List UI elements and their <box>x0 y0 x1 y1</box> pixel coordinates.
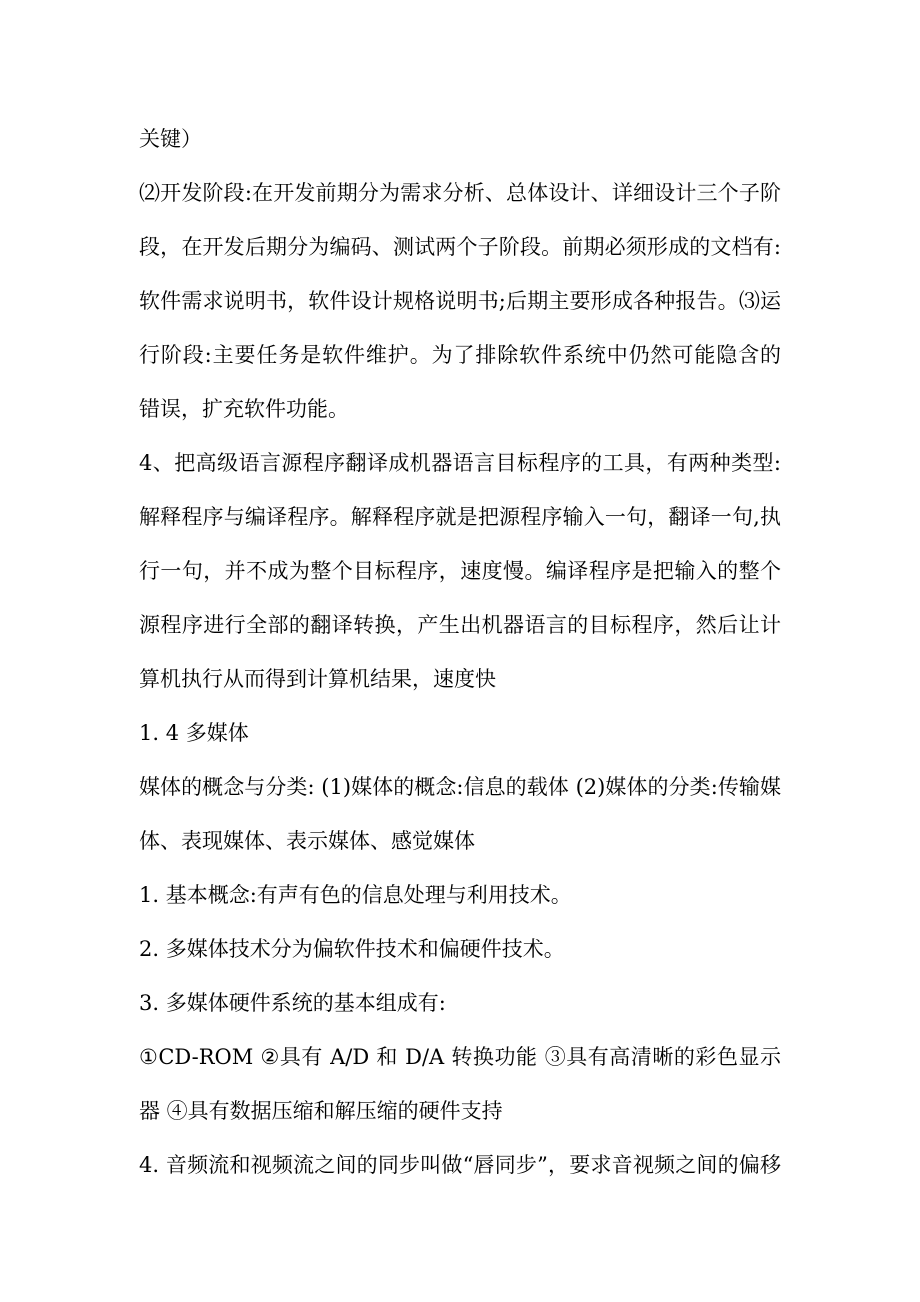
text-line: 4. 音频流和视频流之间的同步叫做“唇同步”，要求音视频之间的偏移 <box>139 1153 781 1177</box>
text-line: 软件需求说明书，软件设计规格说明书;后期主要形成各种报告。⑶运 <box>139 289 781 313</box>
text-line: 行阶段:主要任务是软件维护。为了排除软件系统中仍然可能隐含的 <box>139 343 781 367</box>
text-line: 3. 多媒体硬件系统的基本组成有: <box>139 991 446 1015</box>
text-line: 媒体的概念与分类: (1)媒体的概念:信息的载体 (2)媒体的分类:传输媒 <box>139 775 781 799</box>
section-heading: 1. 4 多媒体 <box>139 721 249 745</box>
text-line: 4、把高级语言源程序翻译成机器语言目标程序的工具，有两种类型: <box>139 451 781 475</box>
document-page <box>139 112 781 1192</box>
text-line: 解释程序与编译程序。解释程序就是把源程序输入一句，翻译一句,执 <box>139 505 781 529</box>
text-line: ⑵开发阶段:在开发前期分为需求分析、总体设计、详细设计三个子阶 <box>139 181 781 205</box>
text-line: 源程序进行全部的翻译转换，产生出机器语言的目标程序，然后让计 <box>139 613 781 637</box>
text-line: 行一句，并不成为整个目标程序，速度慢。编译程序是把输入的整个 <box>139 559 781 583</box>
text-line: 体、表现媒体、表示媒体、感觉媒体 <box>139 829 475 853</box>
text-line: 算机执行从而得到计算机结果，速度快 <box>139 667 496 691</box>
text-line: 错误，扩充软件功能。 <box>139 397 349 421</box>
text-line: 器 ④具有数据压缩和解压缩的硬件支持 <box>139 1099 503 1123</box>
text-line: 段，在开发后期分为编码、测试两个子阶段。前期必须形成的文档有: <box>139 235 781 259</box>
text-line: 关键） <box>139 127 202 151</box>
text-line: ①CD-ROM ②具有 A/D 和 D/A 转换功能 ③具有高清晰的彩色显示 <box>139 1045 781 1069</box>
text-line: 1. 基本概念:有声有色的信息处理与利用技术。 <box>139 883 572 907</box>
text-line: 2. 多媒体技术分为偏软件技术和偏硬件技术。 <box>139 937 565 961</box>
